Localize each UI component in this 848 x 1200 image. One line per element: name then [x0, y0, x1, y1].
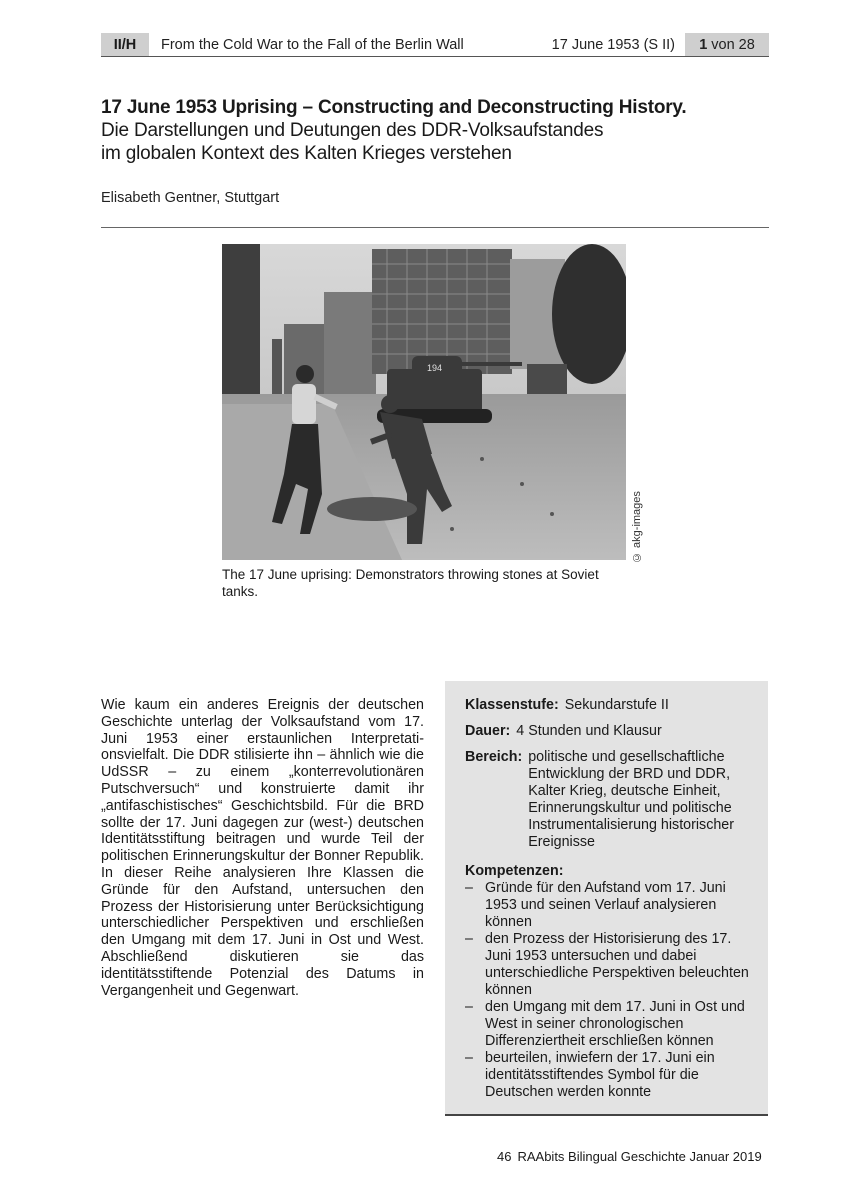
kompetenzen-list — [465, 880, 758, 1101]
dash-bullet-icon: – — [465, 999, 473, 1015]
tank-number: 194 — [427, 363, 443, 373]
info-bereich — [465, 749, 758, 851]
photo-credit: © akg-images — [631, 491, 643, 563]
divider — [101, 227, 769, 228]
klassenstufe-label: Klassenstufe: — [465, 697, 559, 713]
figure-caption: The 17 June uprising: Demonstrators throwing stones at Soviet tanks. — [222, 567, 599, 599]
footer-page-number: 46 — [497, 1149, 512, 1164]
list-item: – beurteilen, inwiefern der 17. Juni ein identitätsstiftendes Symbol für die Deutschen werden konnte — [465, 1050, 715, 1100]
page-of: von 28 — [711, 36, 755, 53]
page-indicator — [685, 33, 769, 56]
bereich-label: Bereich: — [465, 749, 523, 765]
kompetenzen-label: Kompetenzen: — [465, 863, 564, 879]
section-label: II/H — [101, 33, 149, 56]
page-footer — [497, 1149, 762, 1164]
page-current: 1 — [699, 36, 708, 53]
list-item: – den Prozess der Historisierung des 17. Juni 1953 untersuchen und dabei unterschiedliche Perspektiven beleuchten können — [465, 931, 749, 998]
photo-uprising — [222, 244, 626, 560]
dauer-label: Dauer: — [465, 723, 511, 739]
footer-publication: RAAbits Bilingual Geschichte Januar 2019 — [517, 1149, 762, 1164]
bereich-value: politische und gesellschaftliche Entwicklung der BRD und DDR, Kalter Krieg, deutsche Einheit, Erinnerungskultur und politische Instrumentalisierung historischer Ereignisse — [528, 749, 735, 850]
subtitle-line-1: Die Darstellungen und Deutungen des DDR-Volksaufstandes — [101, 120, 604, 141]
info-klassenstufe — [465, 697, 758, 714]
series-title: From the Cold War to the Fall of the Berlin Wall — [161, 36, 464, 53]
list-item: – Gründe für den Aufstand vom 17. Juni 1953 und seinen Verlauf analysieren können — [465, 880, 726, 930]
list-item: – den Umgang mit dem 17. Juni in Ost und West in seiner chronologischen Differenziertheit erschließen können — [465, 999, 745, 1049]
dash-bullet-icon: – — [465, 1050, 473, 1066]
info-box — [445, 681, 768, 1116]
info-dauer — [465, 723, 758, 740]
title-block — [101, 96, 769, 165]
page-title: 17 June 1953 Uprising – Constructing and Deconstructing History. — [101, 97, 687, 118]
dash-bullet-icon: – — [465, 880, 473, 896]
author: Elisabeth Gentner, Stuttgart — [101, 190, 280, 206]
klassenstufe-value: Sekundarstufe II — [564, 697, 669, 713]
topic-label: 17 June 1953 (S II) — [551, 36, 675, 53]
dauer-value: 4 Stunden und Klausur — [516, 723, 662, 739]
subtitle-line-2: im globalen Kontext des Kalten Krieges verstehen — [101, 143, 512, 164]
running-header — [101, 33, 769, 57]
dash-bullet-icon: – — [465, 931, 473, 947]
intro-paragraph: Wie kaum ein anderes Ereignis der deutschen Geschichte unterlag der Volksaufstand vom 17. Juni 1953 einer erstaunlichen Interpretationsvielfalt. Die DDR stilisierte ihn – ähnlich wie die UdSSR – zu einem „konterrevolutionären Putschversuch“ und konstruierte damit ihr „antifaschistisches“ Geschichtsbild. Für die BRD sollte der 17. Juni dagegen zur (west-) deutschen Identitätsstiftung beitragen und wurde Teil der politischen Erinnerungskultur der Bonner Republik. In dieser Reihe analysieren Ihre Klassen die Gründe für den Aufstand, untersuchen den Prozess der Historisierung unter Berücksichtigung unterschiedlicher Perspektiven und erschließen den Umgang mit dem 17. Juni in Ost und West. Abschließend diskutieren sie das identitätsstiftende Potenzial des Datums in Vergangenheit und Gegenwart. — [101, 697, 424, 999]
